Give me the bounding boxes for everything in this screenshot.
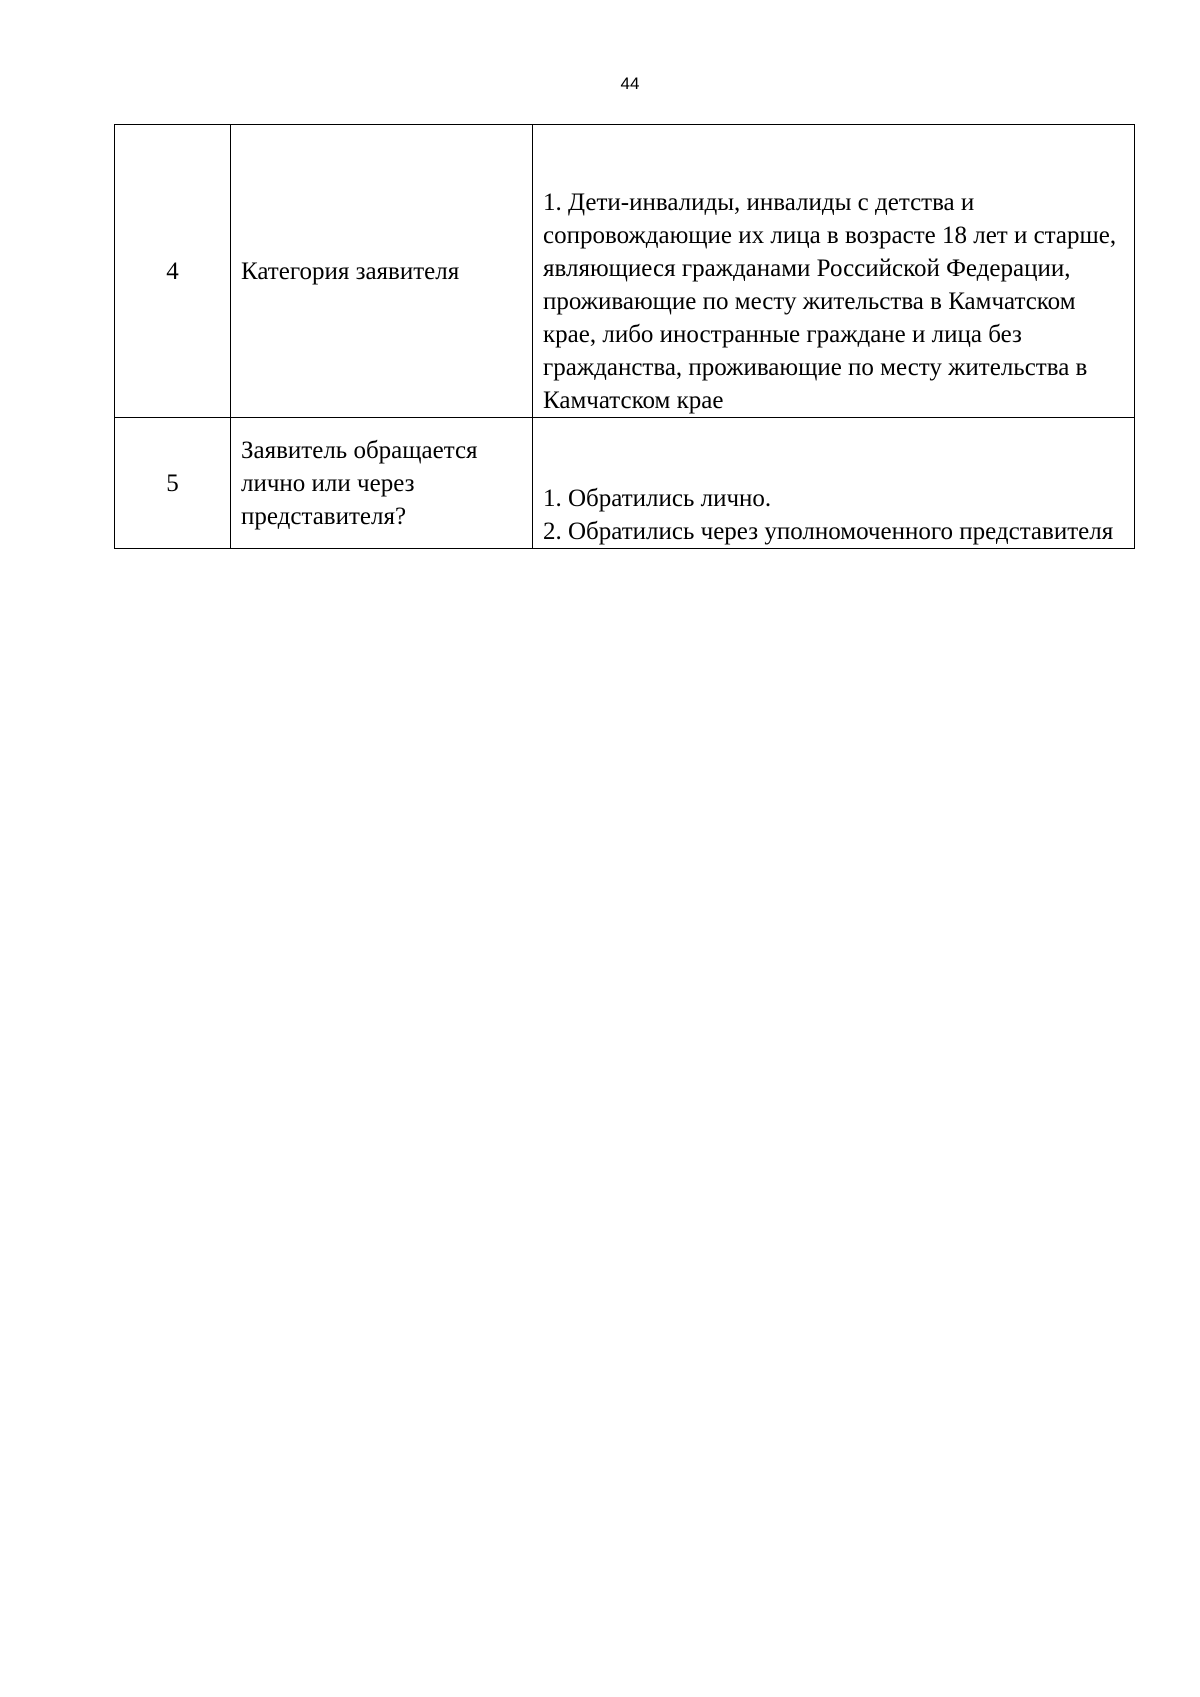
value-item: 1. Дети-инвалиды, инвалиды с детства и сопровождающие их лица в возрасте 18 лет и старше, являющиеся гражданами Российской Федерации, проживающие по месту жительства в Камчатском крае, либо иностранные граждане и лица без гражданства, проживающие по месту жительства в Камчатском крае	[543, 189, 1117, 414]
parameter-values	[533, 125, 1135, 418]
page-number: 44	[620, 74, 640, 93]
value-item: 2. Обратились через уполномоченного представителя	[543, 518, 1114, 545]
value-item: 1. Обратились лично.	[543, 485, 772, 512]
table-row	[115, 418, 1135, 549]
row-number: 5	[115, 418, 231, 549]
variants-table	[114, 124, 1135, 549]
row-number: 4	[115, 125, 231, 418]
parameter-values	[533, 418, 1135, 549]
parameter-name: Заявитель обращается лично или через представителя?	[231, 418, 533, 549]
parameter-name: Категория заявителя	[231, 125, 533, 418]
table-row	[115, 125, 1135, 418]
